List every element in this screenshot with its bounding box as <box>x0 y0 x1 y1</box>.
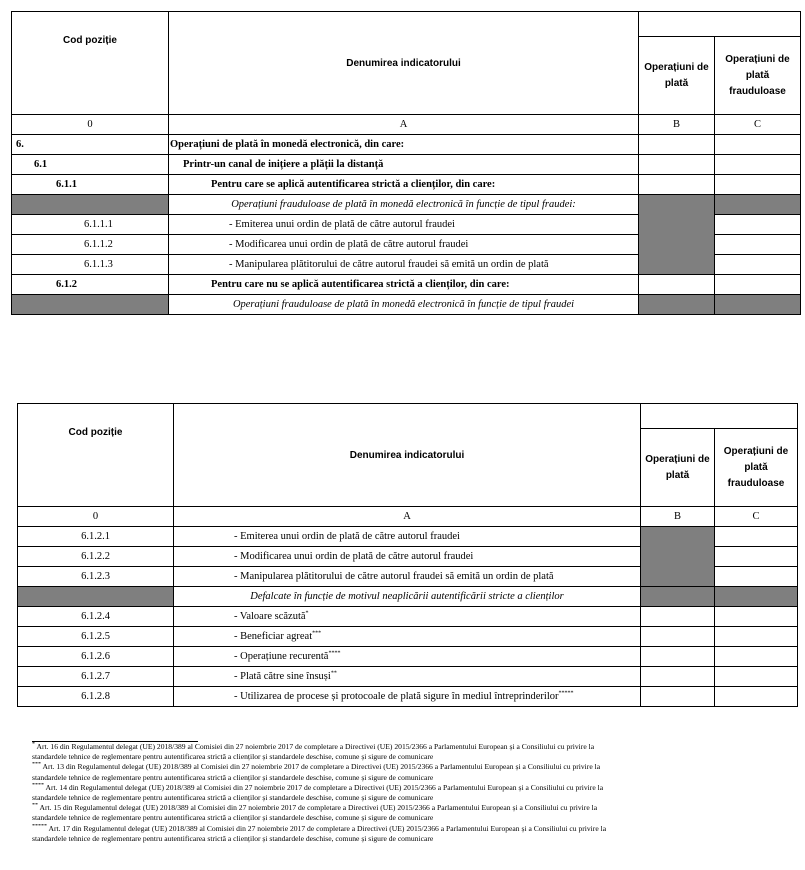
row-code: 6.1.2.2 <box>18 547 174 567</box>
row-name <box>174 647 641 667</box>
cell-c[interactable] <box>715 567 798 587</box>
row-name <box>174 687 641 707</box>
footnote-text: Art. 15 din Regulamentul delegat (UE) 2018/389 al Comisiei din 27 noiembrie 2017 de completare a Directivei (UE) 2015/2366 a Parlamentului European și a Consiliului cu privire la <box>39 803 598 813</box>
table-row <box>18 687 798 707</box>
row-name <box>174 607 641 627</box>
row-code: 6.1.2.3 <box>18 567 174 587</box>
cell-c[interactable] <box>715 607 798 627</box>
header-col-c: Operațiuni de plată frauduloase <box>715 429 798 507</box>
table-row <box>12 155 801 175</box>
header-name: Denumirea indicatorului <box>169 12 639 115</box>
colcode-a: A <box>174 507 641 527</box>
row-code: 6. <box>12 135 169 155</box>
row-code: 6.1.2.5 <box>18 627 174 647</box>
row-name: - Manipularea plătitorului de către autorul fraudei să emită un ordin de plată <box>174 567 641 587</box>
row-code: 6.1.2.7 <box>18 667 174 687</box>
footnote-text-cont: standardele tehnice de reglementare pentru autentificarea strictă a clienților și standardele deschise, comune și sigure de comunicare <box>32 752 434 762</box>
cell-c[interactable] <box>715 275 801 295</box>
cell-c-shaded <box>715 587 798 607</box>
row-code: 6.1.2.1 <box>18 527 174 547</box>
row-name <box>174 667 641 687</box>
footnote-ref: **** <box>328 650 341 657</box>
header-name: Denumirea indicatorului <box>174 404 641 507</box>
row-name: Operațiuni frauduloase de plată în monedă electronică în funcție de tipul fraudei: <box>169 195 639 215</box>
table-row <box>12 295 801 315</box>
cell-b-shaded <box>641 527 715 587</box>
column-code-row <box>18 507 798 527</box>
footnote-mark: ***** <box>32 823 47 830</box>
header-col-b: Operațiuni de plată <box>639 37 715 115</box>
cell-c[interactable] <box>715 667 798 687</box>
footnote-mark: *** <box>32 762 41 768</box>
cell-b[interactable] <box>641 607 715 627</box>
colcode-0: 0 <box>12 115 169 135</box>
row-code-shaded <box>12 195 169 215</box>
cell-c[interactable] <box>715 235 801 255</box>
header-span-cell <box>639 12 801 37</box>
row-name-text: - Operațiune recurentă <box>234 651 329 662</box>
cell-c[interactable] <box>715 215 801 235</box>
row-name-text: - Valoare scăzută <box>234 611 306 622</box>
table-row <box>18 527 798 547</box>
row-code-shaded <box>18 587 174 607</box>
row-name: - Emiterea unui ordin de plată de către autorul fraudei <box>169 215 639 235</box>
footnote-text: Art. 14 din Regulamentul delegat (UE) 2018/389 al Comisiei din 27 noiembrie 2017 de completare a Directivei (UE) 2015/2366 a Parlamentului European și a Consiliului cu privire la <box>45 782 604 792</box>
row-name: - Modificarea unui ordin de plată de către autorul fraudei <box>169 235 639 255</box>
footnote-mark: ** <box>32 803 38 809</box>
cell-c[interactable] <box>715 175 801 195</box>
row-name: Defalcate în funcție de motivul neaplicării autentificării stricte a clienților <box>174 587 641 607</box>
row-name: - Modificarea unui ordin de plată de către autorul fraudei <box>174 547 641 567</box>
row-name: Printr-un canal de inițiere a plății la distanță <box>169 155 639 175</box>
footnote-ref: ***** <box>558 690 574 697</box>
table-row <box>12 135 801 155</box>
cell-c-shaded <box>715 195 801 215</box>
table-row <box>12 175 801 195</box>
row-code: 6.1.2 <box>12 275 169 295</box>
row-name: - Emiterea unui ordin de plată de către autorul fraudei <box>174 527 641 547</box>
cell-b-shaded <box>641 587 715 607</box>
row-name-text: - Plată către sine însuși <box>234 671 331 682</box>
table-row <box>12 195 801 215</box>
header-row <box>18 404 798 429</box>
row-name-text: - Beneficiar agreat <box>234 631 313 642</box>
footnote-text-cont: standardele tehnice de reglementare pentru autentificarea strictă a clienților și standardele deschise, comune și sigure de comunicare <box>32 833 434 843</box>
row-name: Operațiuni de plată în monedă electronică, din care: <box>169 135 639 155</box>
row-name: Pentru care nu se aplică autentificarea strictă a clienților, din care: <box>169 275 639 295</box>
indicator-table-2 <box>17 403 798 707</box>
cell-c[interactable] <box>715 647 798 667</box>
header-code: Cod poziție <box>12 12 169 115</box>
cell-b[interactable] <box>641 687 715 707</box>
row-code: 6.1 <box>12 155 169 175</box>
footnote-mark: * <box>32 742 35 748</box>
footnote-text-cont: standardele tehnice de reglementare pentru autentificarea strictă a clienților și standardele deschise, comune și sigure de comunicare <box>32 793 434 803</box>
table-row <box>12 275 801 295</box>
cell-c[interactable] <box>715 255 801 275</box>
row-code: 6.1.2.4 <box>18 607 174 627</box>
colcode-0: 0 <box>18 507 174 527</box>
footnote-ref: * <box>305 610 309 617</box>
row-name <box>174 627 641 647</box>
table-row <box>18 587 798 607</box>
row-name: Operațiuni frauduloase de plată în monedă electronică în funcție de tipul fraudei <box>169 295 639 315</box>
colcode-b: B <box>639 115 715 135</box>
row-code-shaded <box>12 295 169 315</box>
header-code: Cod poziție <box>18 404 174 507</box>
cell-c[interactable] <box>715 687 798 707</box>
cell-b-shaded <box>639 195 715 275</box>
footnote-text: Art. 13 din Regulamentul delegat (UE) 2018/389 al Comisiei din 27 noiembrie 2017 de completare a Directivei (UE) 2015/2366 a Parlamentului European și a Consiliului cu privire la <box>42 762 601 772</box>
footnote-ref: ** <box>330 670 337 677</box>
row-code: 6.1.1.1 <box>12 215 169 235</box>
row-code: 6.1.1.2 <box>12 235 169 255</box>
header-row <box>12 12 801 37</box>
footnote <box>32 803 792 823</box>
footnote <box>32 783 792 803</box>
footnote-text: Art. 17 din Regulamentul delegat (UE) 2018/389 al Comisiei din 27 noiembrie 2017 de completare a Directivei (UE) 2015/2366 a Parlamentului European și a Consiliului cu privire la <box>48 823 607 833</box>
footnote-ref: *** <box>312 630 322 637</box>
table-row <box>18 647 798 667</box>
cell-c[interactable] <box>715 527 798 547</box>
cell-c[interactable] <box>715 135 801 155</box>
header-col-b: Operațiuni de plată <box>641 429 715 507</box>
table-row <box>18 627 798 647</box>
row-name: Pentru care se aplică autentificarea strictă a clienților, din care: <box>169 175 639 195</box>
cell-b-shaded <box>639 295 715 315</box>
colcode-c: C <box>715 507 798 527</box>
cell-b[interactable] <box>641 647 715 667</box>
footnote <box>32 742 792 762</box>
column-code-row <box>12 115 801 135</box>
row-code: 6.1.1 <box>12 175 169 195</box>
row-code: 6.1.1.3 <box>12 255 169 275</box>
cell-b[interactable] <box>641 667 715 687</box>
row-name: - Manipularea plătitorului de către autorul fraudei să emită un ordin de plată <box>169 255 639 275</box>
header-span-cell <box>641 404 798 429</box>
table-row <box>18 607 798 627</box>
indicator-table-1 <box>11 11 801 315</box>
footnote-mark: **** <box>32 782 44 789</box>
cell-c-shaded <box>715 295 801 315</box>
footnote-text-cont: standardele tehnice de reglementare pentru autentificarea strictă a clienților și standardele deschise, comune și sigure de comunicare <box>32 772 434 782</box>
row-code: 6.1.2.6 <box>18 647 174 667</box>
cell-c[interactable] <box>715 547 798 567</box>
cell-b[interactable] <box>639 155 715 175</box>
cell-b[interactable] <box>639 275 715 295</box>
cell-c[interactable] <box>715 627 798 647</box>
colcode-c: C <box>715 115 801 135</box>
header-col-c: Operațiuni de plată frauduloase <box>715 37 801 115</box>
cell-b[interactable] <box>639 175 715 195</box>
colcode-b: B <box>641 507 715 527</box>
row-name-text: - Utilizarea de procese și protocoale de plată sigure în mediul întreprinderilor <box>234 691 559 702</box>
cell-b[interactable] <box>641 627 715 647</box>
footnote <box>32 824 792 844</box>
table-row <box>18 667 798 687</box>
footnote-text: Art. 16 din Regulamentul delegat (UE) 2018/389 al Comisiei din 27 noiembrie 2017 de completare a Directivei (UE) 2015/2366 a Parlamentului European și a Consiliului cu privire la <box>36 742 595 751</box>
footnote-text-cont: standardele tehnice de reglementare pentru autentificarea strictă a clienților și standardele deschise, comune și sigure de comunicare <box>32 813 434 823</box>
footnote <box>32 762 792 782</box>
cell-c[interactable] <box>715 155 801 175</box>
cell-b[interactable] <box>639 135 715 155</box>
colcode-a: A <box>169 115 639 135</box>
row-code: 6.1.2.8 <box>18 687 174 707</box>
footnotes <box>32 742 792 844</box>
